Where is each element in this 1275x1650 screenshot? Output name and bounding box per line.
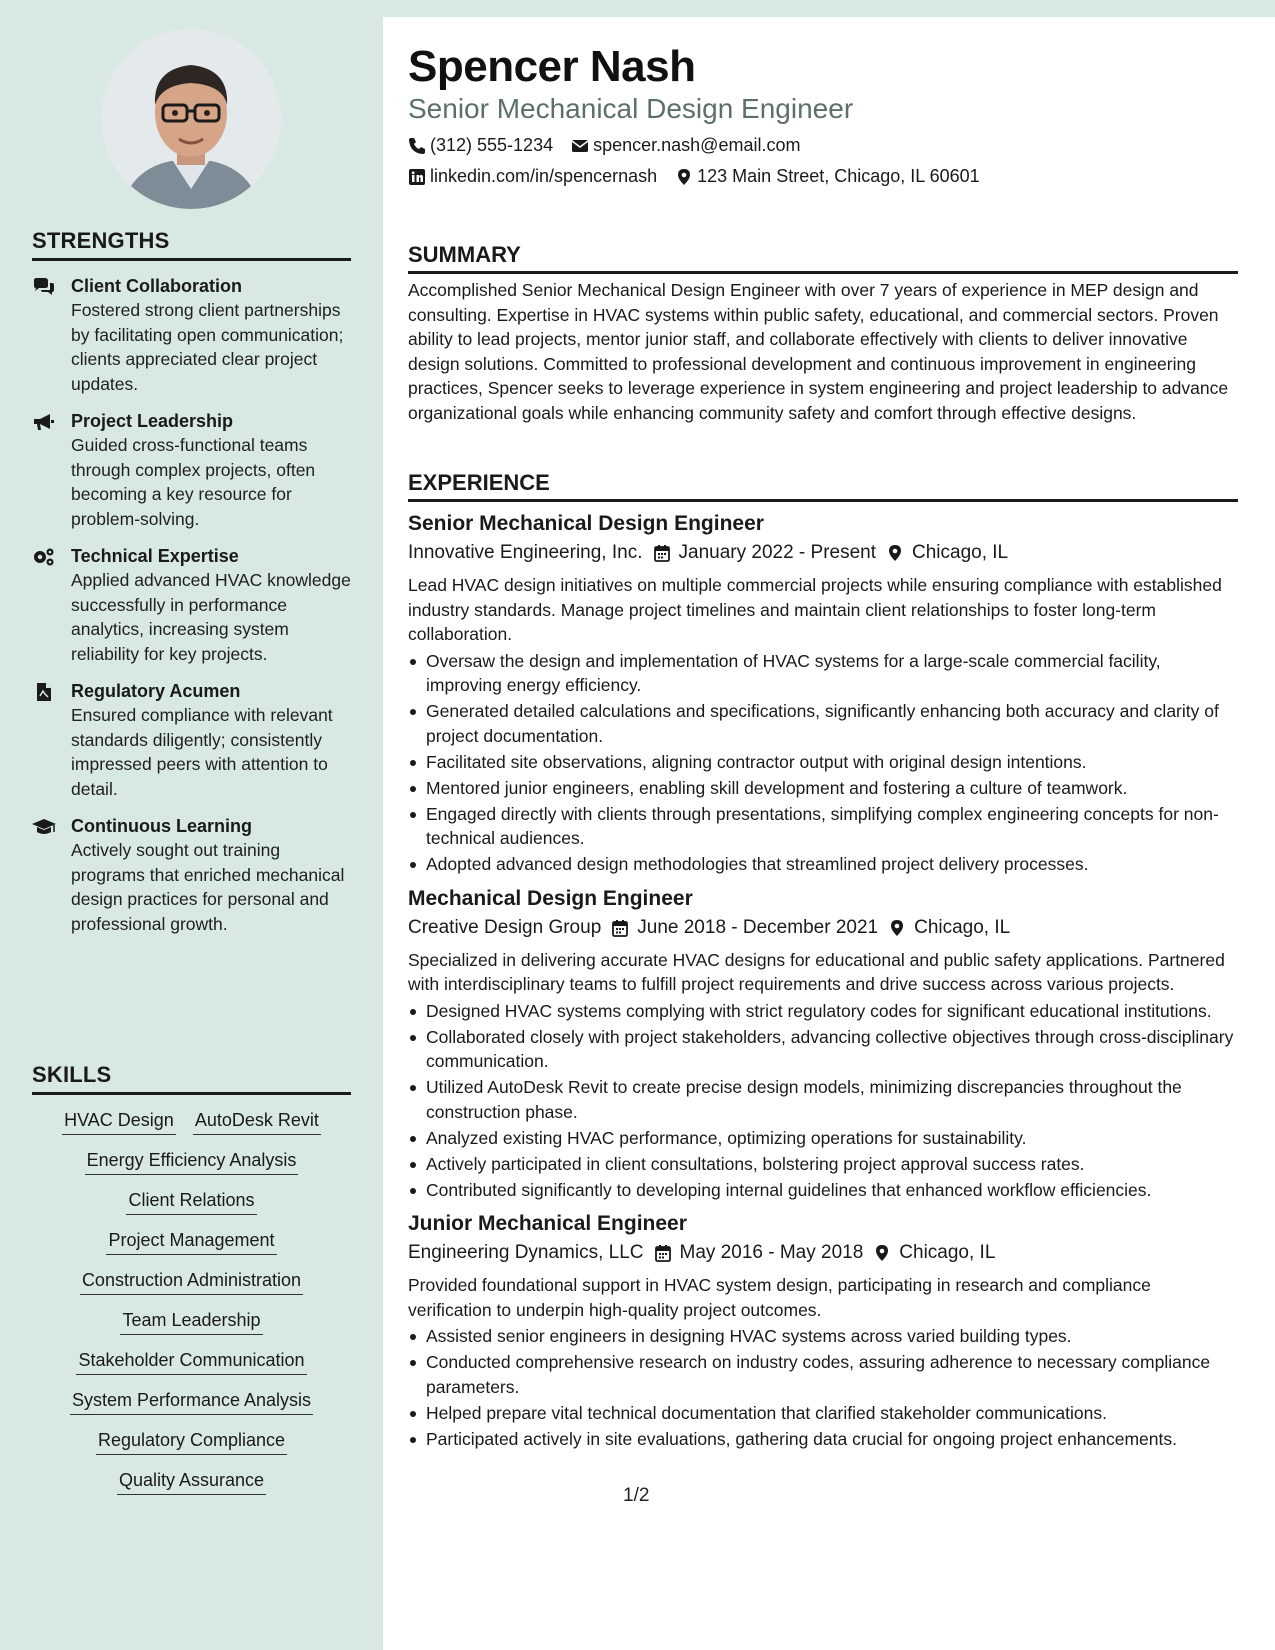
summary-heading: SUMMARY [408, 242, 1238, 274]
job-dates [653, 538, 877, 568]
bullet-item: Helped prepare vital technical documentation that clarified stakeholder communications. [408, 1401, 1238, 1426]
bullet-item: Adopted advanced design methodologies that streamlined project delivery processes. [408, 852, 1238, 877]
job-meta [408, 913, 1238, 943]
comments-icon [32, 277, 56, 297]
bullet-item: Mentored junior engineers, enabling skill development and fostering a culture of teamwork. [408, 776, 1238, 801]
calendar-icon [654, 1244, 672, 1262]
map-pin-icon [873, 1244, 891, 1262]
strength-item [32, 679, 351, 801]
strength-title: Continuous Learning [71, 816, 252, 836]
phone-icon [408, 137, 426, 155]
bullet-item: Designed HVAC systems complying with strict regulatory codes for significant educational institutions. [408, 999, 1238, 1024]
skill-tag: Team Leadership [120, 1308, 262, 1335]
location-text: Chicago, IL [912, 542, 1009, 563]
bullet-item: Engaged directly with clients through presentations, simplifying complex engineering concepts for non-technical audiences. [408, 802, 1238, 851]
job-meta [408, 1238, 1238, 1268]
strength-title: Client Collaboration [71, 276, 242, 296]
job-bullets [408, 1324, 1238, 1451]
date-range: January 2022 - Present [678, 542, 877, 563]
strength-description: Applied advanced HVAC knowledge successfully in performance analytics, increasing system reliability for key projects. [71, 570, 351, 664]
skills-list [32, 1108, 351, 1495]
skill-row [32, 1228, 351, 1255]
job-description: Lead HVAC design initiatives on multiple commercial projects while ensuring compliance with established industry standards. Manage project timelines and maintain client relationships to foster long-term collaboration. [408, 575, 1222, 644]
strength-description: Guided cross-functional teams through complex projects, often becoming a key resource for problem-solving. [71, 435, 316, 529]
bullet-item: Analyzed existing HVAC performance, optimizing operations for sustainability. [408, 1126, 1238, 1151]
job-dates [654, 1238, 864, 1268]
linkedin-url[interactable]: linkedin.com/in/spencernash [430, 166, 658, 186]
job-title: Junior Mechanical Engineer [408, 1212, 687, 1235]
bullet-item: Generated detailed calculations and specifications, significantly enhancing both accuracy and clarity of project documentation. [408, 699, 1238, 748]
job-entry [408, 1210, 1238, 1451]
strength-item [32, 544, 351, 666]
contact-row [408, 135, 800, 156]
map-pin-icon [886, 544, 904, 562]
skill-row [32, 1468, 351, 1495]
phone-number: (312) 555-1234 [430, 135, 554, 155]
address-contact [675, 166, 980, 187]
map-pin-icon [888, 919, 906, 937]
calendar-icon [653, 544, 671, 562]
bullet-item: Utilized AutoDesk Revit to create precise design models, minimizing discrepancies throughout the construction phase. [408, 1075, 1238, 1124]
envelope-icon [571, 137, 589, 155]
skill-tag: Project Management [106, 1228, 276, 1255]
skill-row [32, 1188, 351, 1215]
strength-title: Project Leadership [71, 411, 234, 431]
skill-tag: AutoDesk Revit [193, 1108, 321, 1135]
candidate-name: Spencer Nash [408, 42, 696, 91]
skill-tag: Construction Administration [80, 1268, 303, 1295]
skill-tag: Quality Assurance [117, 1468, 266, 1495]
experience-section [408, 470, 1238, 1451]
job-title: Mechanical Design Engineer [408, 886, 693, 910]
strength-description: Fostered strong client partnerships by facilitating open communication; clients appreciated clear project updates. [71, 300, 344, 394]
job-description: Provided foundational support in HVAC system design, participating in research and compliance verification to underpin high-quality project outcomes. [408, 1275, 1151, 1320]
company-name: Innovative Engineering, Inc. [408, 542, 643, 563]
linkedin-contact[interactable] [408, 166, 657, 187]
strength-item [32, 409, 351, 531]
location-text: Chicago, IL [899, 1242, 996, 1263]
strengths-section [32, 228, 351, 936]
profile-photo [101, 29, 281, 209]
skill-tag: Regulatory Compliance [96, 1428, 287, 1455]
bullet-item: Facilitated site observations, aligning contractor output with original design intentions. [408, 750, 1238, 775]
strength-item [32, 814, 351, 936]
skill-row [32, 1308, 351, 1335]
job-location [888, 913, 1010, 943]
gears-icon [32, 547, 56, 567]
job-title: Senior Mechanical Design Engineer [408, 512, 764, 535]
experience-heading: EXPERIENCE [408, 470, 1238, 502]
strengths-heading: STRENGTHS [32, 228, 351, 261]
skill-row [32, 1268, 351, 1295]
bullet-item: Participated actively in site evaluations, gathering data crucial for ongoing project enhancements. [408, 1427, 1238, 1452]
strength-description: Ensured compliance with relevant standards diligently; consistently impressed peers with attention to detail. [71, 705, 333, 799]
job-location [873, 1238, 995, 1268]
strength-description: Actively sought out training programs that enriched mechanical design practices for personal and professional growth. [71, 840, 345, 934]
date-range: June 2018 - December 2021 [637, 916, 879, 938]
main-content [383, 17, 1275, 1650]
job-location [886, 538, 1008, 568]
skills-heading: SKILLS [32, 1062, 351, 1095]
megaphone-icon [32, 412, 56, 432]
skill-row [32, 1348, 351, 1375]
email-contact[interactable] [571, 135, 800, 156]
job-meta [408, 538, 1238, 568]
company-name: Engineering Dynamics, LLC [408, 1242, 644, 1263]
strength-title: Technical Expertise [71, 546, 239, 566]
company-name: Creative Design Group [408, 916, 602, 938]
skill-tag: Stakeholder Communication [76, 1348, 306, 1375]
bullet-item: Conducted comprehensive research on industry codes, assuring adherence to necessary compliance parameters. [408, 1350, 1238, 1399]
bullet-item: Actively participated in client consultations, bolstering project approval success rates. [408, 1152, 1238, 1177]
bullet-item: Oversaw the design and implementation of HVAC systems for a large-scale commercial facility, improving energy efficiency. [408, 649, 1238, 698]
skills-section [32, 1062, 351, 1495]
bullet-item: Assisted senior engineers in designing HVAC systems across varied building types. [408, 1324, 1238, 1349]
skill-row [32, 1428, 351, 1455]
skill-tag: Client Relations [126, 1188, 256, 1215]
skill-tag: Energy Efficiency Analysis [85, 1148, 299, 1175]
summary-text: Accomplished Senior Mechanical Design Engineer with over 7 years of experience in MEP design and consulting. Expertise in HVAC systems within public safety, educational, and commercial sectors. Proven ability to lead projects, mentor junior staff, and collaborate effectively with clients to deliver innovative design solutions. Committed to professional development and continuous improvement in engineering practices, Spencer seeks to leverage experience in system engineering and project leadership to advance organizational goals while enhancing community safety and comfort through effective designs. [408, 280, 1229, 423]
date-range: May 2016 - May 2018 [679, 1242, 864, 1263]
phone-contact [408, 135, 553, 156]
job-bullets [408, 999, 1238, 1203]
skill-tag: System Performance Analysis [70, 1388, 313, 1415]
bullet-item: Collaborated closely with project stakeholders, advancing collective objectives through cross-disciplinary communication. [408, 1025, 1238, 1074]
job-entry [408, 510, 1238, 877]
skill-row [32, 1148, 351, 1175]
document-icon [32, 682, 56, 702]
location-text: Chicago, IL [914, 916, 1011, 938]
strength-item [32, 274, 351, 396]
calendar-icon [611, 919, 629, 937]
job-description: Specialized in delivering accurate HVAC designs for educational and public safety applications. Partnered with interdisciplinary teams to fulfill project requirements and drive success across various projects. [408, 949, 1225, 994]
job-bullets [408, 649, 1238, 877]
map-pin-icon [675, 168, 693, 186]
summary-section [408, 242, 1238, 425]
job-dates [611, 913, 878, 943]
skill-tag: HVAC Design [62, 1108, 176, 1135]
skill-row [32, 1108, 351, 1135]
page-number: 1/2 [623, 1485, 650, 1506]
sidebar [0, 0, 383, 1650]
street-address: 123 Main Street, Chicago, IL 60601 [697, 166, 980, 186]
graduation-cap-icon [32, 817, 56, 837]
email-address[interactable]: spencer.nash@email.com [593, 135, 801, 155]
linkedin-icon [408, 168, 426, 186]
candidate-role: Senior Mechanical Design Engineer [408, 93, 854, 124]
job-entry [408, 885, 1238, 1203]
bullet-item: Contributed significantly to developing internal guidelines that enhanced workflow efficiencies. [408, 1178, 1238, 1203]
contact-row [408, 166, 980, 187]
skill-row [32, 1388, 351, 1415]
strength-title: Regulatory Acumen [71, 681, 241, 701]
